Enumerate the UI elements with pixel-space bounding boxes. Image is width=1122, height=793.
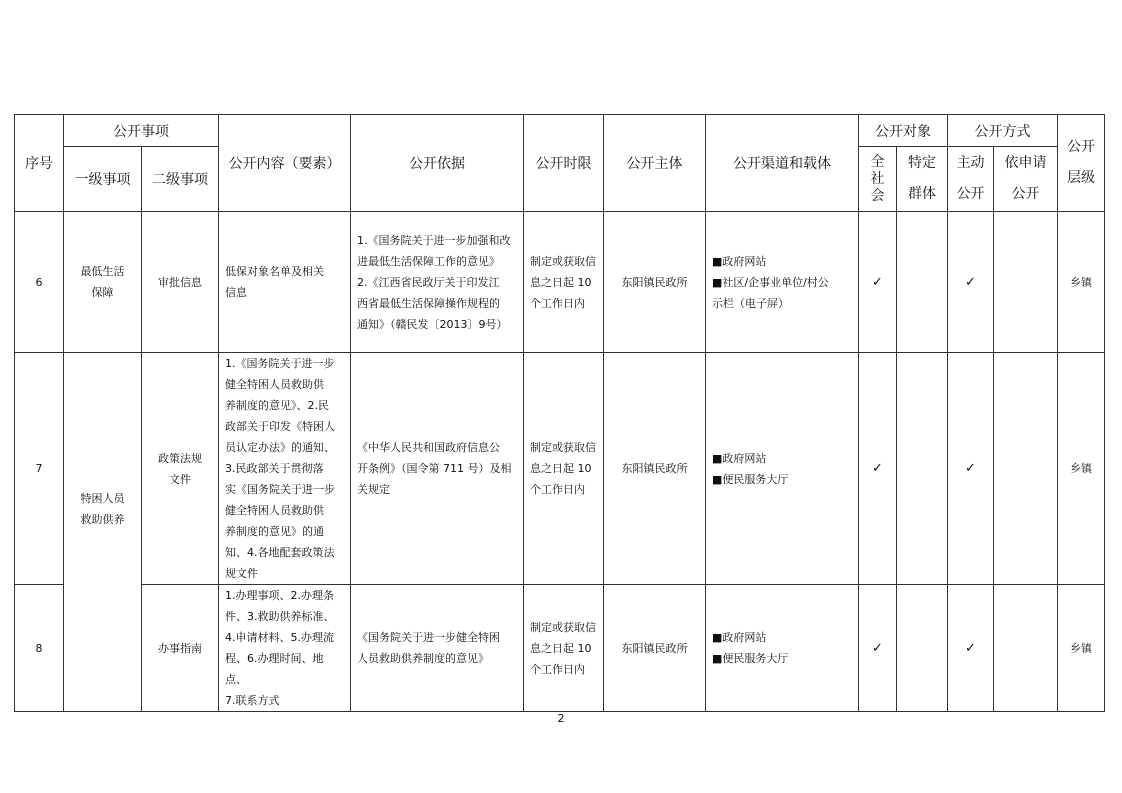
- table-row: [15, 585, 1105, 712]
- check-on-request: [994, 585, 1058, 712]
- content-line: 员认定办法》的通知、: [225, 441, 335, 454]
- level1-line: 特困人员: [80, 492, 125, 505]
- basis-line: 西省最低生活保障操作规程的: [357, 296, 500, 310]
- table-row: [15, 353, 1105, 585]
- seq-cell: 7: [15, 353, 64, 585]
- check-specific-group: [897, 585, 948, 712]
- page-number: 2: [557, 712, 565, 725]
- level2-line: 政策法规: [158, 451, 202, 465]
- channel-cell: [706, 353, 859, 585]
- level1-line: 保障: [91, 286, 114, 299]
- check-on-request: [994, 212, 1058, 353]
- basis-line: 进最低生活保障工作的意见》: [357, 254, 500, 268]
- table-row: [15, 212, 1105, 353]
- level1-cell-merged: [64, 353, 142, 712]
- channel-line: 示栏（电子屏）: [712, 296, 789, 310]
- content-cell: [219, 585, 351, 712]
- time-limit-line: 制定或获取信: [530, 254, 596, 268]
- time-limit-line: 息之日起 10: [530, 275, 592, 289]
- content-line: 1.办理事项、2.办理条: [225, 589, 334, 602]
- basis-cell: [351, 212, 524, 353]
- basis-line: 人员救助供养制度的意见》: [357, 652, 489, 665]
- content-line: 政部关于印发《特困人: [225, 420, 335, 433]
- header-method-active-line: 公开: [956, 186, 985, 202]
- seq-cell: 8: [15, 585, 64, 712]
- header-method-request-line: 公开: [1011, 186, 1040, 202]
- check-active: ✓: [948, 212, 994, 353]
- time-limit-line: 制定或获取信: [530, 620, 596, 634]
- header-target-specific-line: 群体: [908, 186, 936, 202]
- content-cell: [219, 212, 351, 353]
- seq-cell: 6: [15, 212, 64, 353]
- check-specific-group: [897, 212, 948, 353]
- time-limit-line: 个工作日内: [530, 483, 585, 496]
- channel-line: ■政府网站: [712, 451, 767, 465]
- level-cell: 乡镇: [1058, 212, 1105, 353]
- header-level-line: 层级: [1067, 170, 1095, 186]
- level2-cell: [142, 585, 219, 712]
- header-content: 公开内容（要素）: [219, 115, 351, 212]
- content-line: 信息: [225, 286, 247, 299]
- time-limit-cell: [524, 212, 604, 353]
- content-line: 低保对象名单及相关: [225, 265, 324, 278]
- basis-line: 通知》（赣民发〔2013〕9号）: [357, 317, 508, 331]
- time-limit-line: 息之日起 10: [530, 641, 592, 655]
- subject-cell: 东阳镇民政所: [604, 585, 706, 712]
- header-method-group: 公开方式: [948, 115, 1058, 147]
- basis-line: 《中华人民共和国政府信息公: [357, 441, 500, 454]
- time-limit-line: 个工作日内: [530, 662, 585, 676]
- subject-cell: 东阳镇民政所: [604, 353, 706, 585]
- header-target-specific: [897, 147, 948, 212]
- level-cell: 乡镇: [1058, 585, 1105, 712]
- header-time-limit: 公开时限: [524, 115, 604, 212]
- level2-line: 办事指南: [158, 641, 202, 655]
- channel-line: ■政府网站: [712, 631, 767, 644]
- header-target-all-char: 社: [870, 170, 885, 187]
- header-method-request-line: 依申请: [1004, 155, 1047, 171]
- header-basis: 公开依据: [351, 115, 524, 212]
- content-line: 实《国务院关于进一步: [225, 483, 335, 496]
- header-channel: 公开渠道和载体: [706, 115, 859, 212]
- content-line: 1.《国务院关于进一步: [225, 357, 335, 370]
- header-method-request: [994, 147, 1058, 212]
- header-target-specific-line: 特定: [908, 155, 936, 171]
- time-limit-line: 制定或获取信: [530, 441, 596, 454]
- basis-cell: [351, 353, 524, 585]
- check-on-request: [994, 353, 1058, 585]
- basis-line: 《国务院关于进一步健全特困: [357, 631, 500, 644]
- content-line: 养制度的意见》、2.民: [225, 399, 329, 412]
- content-line: 件、3.救助供养标准、: [225, 610, 335, 623]
- subject-cell: 东阳镇民政所: [604, 212, 706, 353]
- basis-line: 关规定: [357, 483, 390, 496]
- header-method-active: [948, 147, 994, 212]
- content-line: 程、6.办理时间、地点、: [225, 652, 324, 686]
- channel-cell: [706, 212, 859, 353]
- channel-cell: [706, 585, 859, 712]
- header-level-line: 公开: [1067, 139, 1095, 155]
- level2-line: 文件: [169, 472, 191, 486]
- content-line: 4.申请材料、5.办理流: [225, 631, 334, 644]
- header-seq: 序号: [15, 115, 64, 212]
- content-line: 3.民政部关于贯彻落: [225, 462, 324, 475]
- check-active: ✓: [948, 585, 994, 712]
- disclosure-table: [14, 114, 1105, 712]
- header-level2: 二级事项: [142, 147, 219, 212]
- channel-line: ■便民服务大厅: [712, 472, 789, 486]
- check-all-society: ✓: [859, 585, 897, 712]
- check-all-society: ✓: [859, 353, 897, 585]
- level1-line: 救助供养: [80, 513, 125, 526]
- channel-line: ■便民服务大厅: [712, 652, 789, 665]
- channel-line: ■社区/企事业单位/村公: [712, 275, 829, 289]
- basis-cell: [351, 585, 524, 712]
- time-limit-cell: [524, 353, 604, 585]
- content-line: 规文件: [225, 567, 258, 580]
- time-limit-line: 息之日起 10: [530, 462, 592, 475]
- header-target-all: [859, 147, 897, 212]
- content-cell: [219, 353, 351, 585]
- level2-line: 审批信息: [158, 275, 202, 289]
- basis-line: 1.《国务院关于进一步加强和改: [357, 233, 511, 247]
- level2-cell: [142, 212, 219, 353]
- header-target-all-char: 会: [870, 187, 885, 204]
- check-all-society: ✓: [859, 212, 897, 353]
- level1-line: 最低生活: [80, 265, 125, 278]
- content-line: 健全特困人员救助供: [225, 504, 324, 517]
- header-method-active-line: 主动: [956, 155, 985, 171]
- header-row-top: [15, 115, 1105, 147]
- channel-line: ■政府网站: [712, 254, 767, 268]
- time-limit-cell: [524, 585, 604, 712]
- level2-cell: [142, 353, 219, 585]
- header-level: [1058, 115, 1105, 212]
- time-limit-line: 个工作日内: [530, 296, 585, 310]
- content-line: 健全特困人员救助供: [225, 378, 324, 391]
- content-line: 知、4.各地配套政策法: [225, 546, 335, 559]
- basis-line: 开条例》（国令第 711 号）及相: [357, 462, 512, 475]
- header-target-all-char: 全: [870, 153, 885, 170]
- check-specific-group: [897, 353, 948, 585]
- content-line: 7.联系方式: [225, 694, 280, 707]
- header-level1: 一级事项: [64, 147, 142, 212]
- check-active: ✓: [948, 353, 994, 585]
- header-item-group: 公开事项: [64, 115, 219, 147]
- content-line: 养制度的意见》的通: [225, 525, 324, 538]
- basis-line: 2.《江西省民政厅关于印发江: [357, 275, 500, 289]
- level-cell: 乡镇: [1058, 353, 1105, 585]
- header-subject: 公开主体: [604, 115, 706, 212]
- header-target-group: 公开对象: [859, 115, 948, 147]
- level1-cell: [64, 212, 142, 353]
